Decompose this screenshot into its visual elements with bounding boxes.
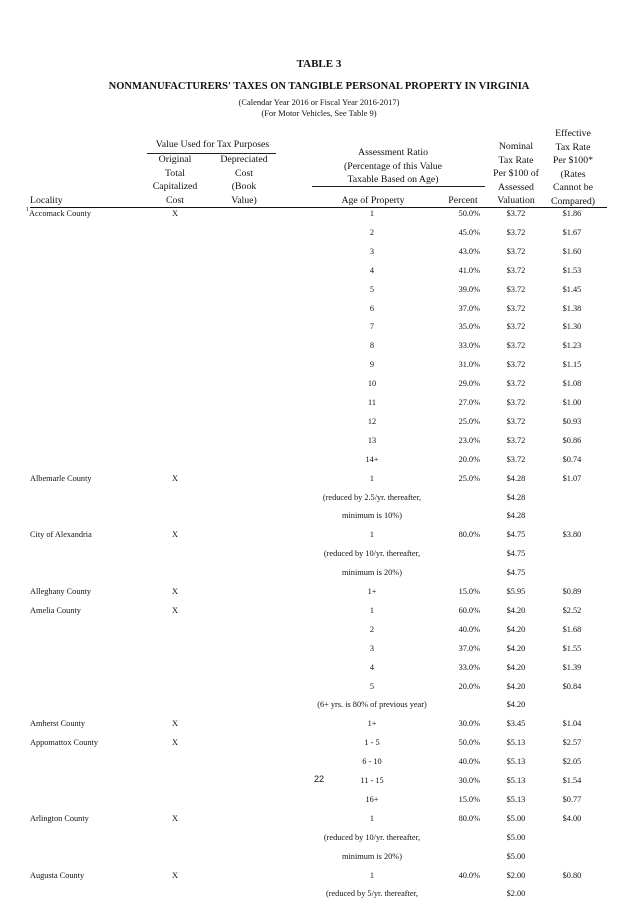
nominal-rate-cell: $3.72 bbox=[506, 416, 526, 426]
effective-rate-cell: $2.52 bbox=[562, 605, 582, 615]
effective-rate-cell: $3.80 bbox=[562, 530, 582, 540]
age-cell: 1+ bbox=[367, 719, 377, 729]
age-cell: minimum is 10%) bbox=[342, 511, 402, 521]
age-cell: 5 bbox=[369, 284, 375, 294]
percent-cell: 30.0% bbox=[458, 719, 480, 729]
table-row bbox=[0, 604, 638, 621]
percent-cell: 15.0% bbox=[458, 794, 480, 804]
table-row bbox=[0, 566, 638, 583]
nominal-rate-cell: $5.00 bbox=[506, 832, 526, 842]
nominal-rate-header bbox=[486, 140, 546, 208]
nominal-rate-cell: $5.00 bbox=[506, 813, 526, 823]
percent-cell: 40.0% bbox=[458, 870, 480, 880]
percent-cell: 31.0% bbox=[458, 360, 480, 370]
nominal-rate-line: Per $100 of bbox=[493, 168, 539, 179]
locality-name: Accomack County bbox=[29, 209, 91, 218]
table-row bbox=[0, 680, 638, 697]
effective-rate-line: Effective bbox=[555, 128, 591, 139]
nominal-rate-cell: $4.28 bbox=[506, 511, 526, 521]
age-cell: (reduced by 10/yr. thereafter, bbox=[323, 832, 421, 842]
nominal-rate-cell: $3.72 bbox=[506, 303, 526, 313]
table-row bbox=[0, 302, 638, 319]
table-row bbox=[0, 358, 638, 375]
age-of-property-header: Age of Property bbox=[341, 195, 405, 206]
original-cost-cell: X bbox=[172, 605, 178, 615]
age-cell: 1 bbox=[369, 209, 375, 218]
table-row bbox=[0, 698, 638, 715]
nominal-rate-cell: $4.20 bbox=[506, 605, 526, 615]
table-row bbox=[0, 396, 638, 413]
nominal-rate-cell: $3.72 bbox=[506, 379, 526, 389]
table-row bbox=[0, 850, 638, 867]
percent-cell: 35.0% bbox=[458, 322, 480, 332]
locality-cell: City of Alexandria bbox=[30, 530, 92, 540]
effective-rate-cell: $1.04 bbox=[562, 719, 582, 729]
original-cost-cell: X bbox=[172, 738, 178, 748]
table-row bbox=[0, 887, 638, 904]
age-cell: 16+ bbox=[365, 794, 379, 804]
nominal-rate-cell: $3.72 bbox=[506, 341, 526, 351]
age-cell: 1 bbox=[369, 813, 375, 823]
age-cell: 6 bbox=[369, 303, 375, 313]
effective-rate-cell: $1.00 bbox=[562, 398, 582, 407]
effective-rate-cell: $1.45 bbox=[562, 284, 582, 294]
depreciated-cost-line: Cost bbox=[235, 167, 253, 179]
effective-rate-cell: $0.89 bbox=[562, 587, 582, 596]
nominal-rate-cell: $5.13 bbox=[506, 738, 526, 748]
table-row bbox=[0, 812, 638, 829]
locality-cell: Albemarle County bbox=[30, 473, 92, 483]
nominal-rate-cell: $3.72 bbox=[506, 246, 526, 256]
table-row bbox=[0, 793, 638, 810]
nominal-rate-cell: $2.00 bbox=[506, 870, 526, 880]
percent-cell: 39.0% bbox=[458, 284, 480, 294]
percent-cell: 43.0% bbox=[458, 246, 480, 256]
effective-rate-cell: $1.30 bbox=[562, 322, 582, 332]
percent-header: Percent bbox=[448, 195, 478, 206]
effective-rate-line: (Rates bbox=[560, 168, 586, 180]
nominal-rate-cell: $5.95 bbox=[506, 587, 526, 596]
effective-rate-cell: $1.86 bbox=[562, 209, 582, 218]
original-cost-cell: X bbox=[172, 719, 178, 729]
table-row bbox=[0, 320, 638, 337]
effective-rate-cell: $1.15 bbox=[562, 360, 582, 370]
age-cell: 10 bbox=[367, 379, 377, 389]
locality-cell: Alleghany County bbox=[30, 587, 92, 596]
age-cell: 3 bbox=[369, 643, 375, 653]
table-row bbox=[0, 226, 638, 243]
table-row bbox=[0, 623, 638, 640]
nominal-rate-line: Tax Rate bbox=[498, 154, 534, 166]
age-cell: 2 bbox=[369, 227, 375, 237]
nominal-rate-cell: $4.75 bbox=[506, 568, 526, 578]
percent-cell: 25.0% bbox=[458, 473, 480, 483]
nominal-rate-cell: $4.28 bbox=[506, 473, 526, 483]
nominal-rate-cell: $4.20 bbox=[506, 662, 526, 672]
percent-cell: 50.0% bbox=[458, 209, 480, 218]
table-row bbox=[0, 736, 638, 753]
effective-rate-header bbox=[541, 127, 605, 208]
depreciated-cost-line: Value) bbox=[231, 194, 257, 206]
nominal-rate-cell: $2.00 bbox=[506, 889, 526, 899]
table-subtitle-note: (For Motor Vehicles, See Table 9) bbox=[261, 108, 377, 118]
effective-rate-cell: $0.93 bbox=[562, 416, 582, 426]
nominal-rate-cell: $4.75 bbox=[506, 549, 526, 559]
effective-rate-cell: $2.05 bbox=[562, 757, 582, 767]
original-cost-cell: X bbox=[172, 530, 178, 540]
nominal-rate-cell: $3.72 bbox=[506, 284, 526, 294]
table-row bbox=[0, 245, 638, 262]
assessment-group-line: Taxable Based on Age) bbox=[347, 174, 439, 185]
original-cost-header bbox=[146, 153, 204, 207]
table-row bbox=[0, 472, 638, 489]
percent-cell: 30.0% bbox=[458, 776, 480, 785]
nominal-rate-cell: $3.72 bbox=[506, 227, 526, 237]
effective-rate-cell: $1.23 bbox=[562, 341, 582, 351]
effective-rate-cell: $0.77 bbox=[562, 794, 582, 804]
original-cost-cell: X bbox=[172, 870, 178, 880]
nominal-rate-line: Nominal bbox=[498, 141, 534, 152]
percent-cell: 37.0% bbox=[458, 643, 480, 653]
percent-cell: 50.0% bbox=[458, 738, 480, 748]
age-cell: 1 bbox=[369, 530, 375, 540]
original-cost-cell: X bbox=[172, 209, 178, 218]
table-row bbox=[0, 264, 638, 281]
age-cell: 1 - 5 bbox=[364, 738, 380, 748]
percent-cell: 27.0% bbox=[458, 398, 480, 407]
table-row bbox=[0, 661, 638, 678]
table-row bbox=[0, 491, 638, 508]
nominal-rate-cell: $5.13 bbox=[506, 776, 526, 785]
age-cell: 7 bbox=[369, 322, 375, 332]
nominal-rate-cell: $4.20 bbox=[506, 700, 526, 710]
percent-cell: 33.0% bbox=[458, 341, 480, 351]
age-cell: 3 bbox=[369, 246, 375, 256]
table-row bbox=[0, 434, 638, 451]
age-cell: 1 bbox=[369, 870, 375, 880]
percent-cell: 40.0% bbox=[458, 757, 480, 767]
effective-rate-cell: $1.55 bbox=[562, 643, 582, 653]
locality-cell: Augusta County bbox=[30, 870, 85, 880]
effective-rate-cell: $1.67 bbox=[562, 227, 582, 237]
original-cost-cell: X bbox=[172, 587, 178, 596]
assessment-ratio-header bbox=[318, 146, 468, 187]
nominal-rate-cell: $3.72 bbox=[506, 209, 526, 218]
age-cell: 12 bbox=[367, 416, 377, 426]
assessment-group-line: Assessment Ratio bbox=[358, 147, 428, 158]
depreciated-cost-line: Depreciated bbox=[220, 154, 268, 165]
table-row bbox=[0, 717, 638, 734]
age-cell: 1 bbox=[369, 473, 375, 483]
age-cell: 8 bbox=[369, 341, 375, 351]
table-row bbox=[0, 831, 638, 848]
original-cost-line: Cost bbox=[166, 194, 184, 206]
nominal-rate-cell: $3.72 bbox=[506, 360, 526, 370]
original-cost-cell: X bbox=[172, 813, 178, 823]
age-cell: (6+ yrs. is 80% of previous year) bbox=[317, 700, 427, 710]
effective-rate-cell: $1.08 bbox=[562, 379, 582, 389]
effective-rate-line: Tax Rate bbox=[555, 141, 591, 153]
nominal-rate-cell: $3.72 bbox=[506, 398, 526, 407]
original-cost-cell: X bbox=[172, 473, 178, 483]
locality-cell: Amherst County bbox=[30, 719, 86, 729]
percent-cell: 20.0% bbox=[458, 681, 480, 691]
age-cell: 11 bbox=[368, 398, 376, 407]
table-row bbox=[0, 642, 638, 659]
table-row bbox=[0, 339, 638, 356]
nominal-rate-line: Assessed bbox=[498, 181, 534, 193]
effective-rate-cell: $1.07 bbox=[562, 473, 582, 483]
assessment-group-line: (Percentage of this Value bbox=[343, 160, 443, 172]
nominal-rate-cell: $3.72 bbox=[506, 265, 526, 275]
effective-rate-cell: $1.39 bbox=[562, 662, 582, 672]
percent-cell: 20.0% bbox=[458, 454, 480, 464]
nominal-rate-cell: $3.72 bbox=[506, 435, 526, 445]
effective-rate-cell: $0.86 bbox=[562, 435, 582, 445]
table-row bbox=[0, 528, 638, 545]
depreciated-cost-line: (Book bbox=[231, 181, 257, 192]
assessment-underline bbox=[312, 186, 485, 187]
percent-cell: 80.0% bbox=[458, 813, 480, 823]
value-used-group-header: Value Used for Tax Purposes bbox=[155, 139, 270, 150]
age-cell: 6 - 10 bbox=[362, 757, 382, 767]
nominal-rate-cell: $3.45 bbox=[506, 719, 526, 729]
nominal-rate-cell: $5.13 bbox=[506, 794, 526, 804]
locality-header: Locality bbox=[30, 195, 63, 206]
percent-cell: 60.0% bbox=[458, 605, 480, 615]
effective-rate-line: Compared) bbox=[550, 195, 596, 207]
percent-cell: 45.0% bbox=[458, 227, 480, 237]
table-row bbox=[0, 377, 638, 394]
table-row bbox=[0, 547, 638, 564]
table-row bbox=[0, 207, 638, 224]
age-cell: (reduced by 10/yr. thereafter, bbox=[323, 549, 421, 559]
table-row bbox=[0, 453, 638, 470]
table-title: NONMANUFACTURERS' TAXES ON TANGIBLE PERSONAL PROPERTY IN VIRGINIA bbox=[108, 81, 530, 92]
table-row bbox=[0, 869, 638, 886]
depreciated-cost-header bbox=[210, 153, 278, 207]
effective-rate-cell: $1.60 bbox=[562, 246, 582, 256]
age-cell: 5 bbox=[369, 681, 375, 691]
nominal-rate-cell: $3.72 bbox=[506, 322, 526, 332]
age-cell: 1+ bbox=[367, 587, 377, 596]
percent-cell: 25.0% bbox=[458, 416, 480, 426]
percent-cell: 80.0% bbox=[458, 530, 480, 540]
effective-rate-cell: $4.00 bbox=[562, 813, 582, 823]
page-number: 22 bbox=[313, 774, 324, 784]
nominal-rate-cell: $4.20 bbox=[506, 681, 526, 691]
table-row bbox=[0, 509, 638, 526]
percent-cell: 15.0% bbox=[458, 587, 480, 596]
locality-cell: Arlington County bbox=[30, 813, 89, 823]
age-cell: 13 bbox=[367, 435, 377, 445]
age-cell: 4 bbox=[369, 265, 375, 275]
nominal-rate-cell: $4.75 bbox=[506, 530, 526, 540]
original-cost-line: Original bbox=[158, 154, 192, 165]
percent-cell: 23.0% bbox=[458, 435, 480, 445]
table-row bbox=[0, 283, 638, 300]
footnote-marker: 1 bbox=[26, 207, 29, 213]
effective-rate-cell: $0.74 bbox=[562, 454, 582, 464]
nominal-rate-cell: $3.72 bbox=[506, 454, 526, 464]
age-cell: minimum is 20%) bbox=[342, 568, 402, 578]
effective-rate-cell: $1.53 bbox=[562, 265, 582, 275]
table-label: TABLE 3 bbox=[296, 58, 342, 70]
original-cost-line: Total bbox=[165, 167, 185, 179]
effective-rate-line: Cannot be bbox=[553, 182, 593, 193]
effective-rate-cell: $1.54 bbox=[562, 776, 582, 785]
nominal-rate-cell: $4.20 bbox=[506, 643, 526, 653]
locality-cell bbox=[26, 209, 91, 218]
table-row bbox=[0, 415, 638, 432]
percent-cell: 33.0% bbox=[458, 662, 480, 672]
age-cell: 9 bbox=[369, 360, 375, 370]
nominal-rate-cell: $5.00 bbox=[506, 851, 526, 861]
age-cell: 2 bbox=[369, 624, 375, 634]
age-cell: (reduced by 2.5/yr. thereafter, bbox=[322, 492, 422, 502]
nominal-rate-line: Valuation bbox=[497, 195, 535, 206]
effective-rate-cell: $2.57 bbox=[562, 738, 582, 748]
age-cell: 4 bbox=[369, 662, 375, 672]
table-row bbox=[0, 585, 638, 602]
age-cell: (reduced by 5/yr. thereafter, bbox=[325, 889, 419, 899]
effective-rate-cell: $0.80 bbox=[562, 870, 582, 880]
table-subtitle-year: (Calendar Year 2016 or Fiscal Year 2016-2017) bbox=[238, 97, 400, 107]
nominal-rate-cell: $4.28 bbox=[506, 492, 526, 502]
percent-cell: 40.0% bbox=[458, 624, 480, 634]
age-cell: 14+ bbox=[365, 454, 379, 464]
original-cost-line: Capitalized bbox=[152, 181, 198, 192]
effective-rate-line: Per $100* bbox=[552, 155, 593, 166]
age-cell: minimum is 20%) bbox=[342, 851, 402, 861]
percent-cell: 41.0% bbox=[458, 265, 480, 275]
locality-cell: Amelia County bbox=[30, 605, 81, 615]
locality-cell: Appomattox County bbox=[30, 738, 98, 748]
nominal-rate-cell: $5.13 bbox=[506, 757, 526, 767]
table-row bbox=[0, 755, 638, 772]
nominal-rate-cell: $4.20 bbox=[506, 624, 526, 634]
percent-cell: 37.0% bbox=[458, 303, 480, 313]
age-cell: 11 - 15 bbox=[360, 776, 384, 785]
effective-rate-cell: $0.84 bbox=[562, 681, 582, 691]
effective-rate-cell: $1.38 bbox=[562, 303, 582, 313]
effective-rate-cell: $1.68 bbox=[562, 624, 582, 634]
age-cell: 1 bbox=[369, 605, 375, 615]
percent-cell: 29.0% bbox=[458, 379, 480, 389]
